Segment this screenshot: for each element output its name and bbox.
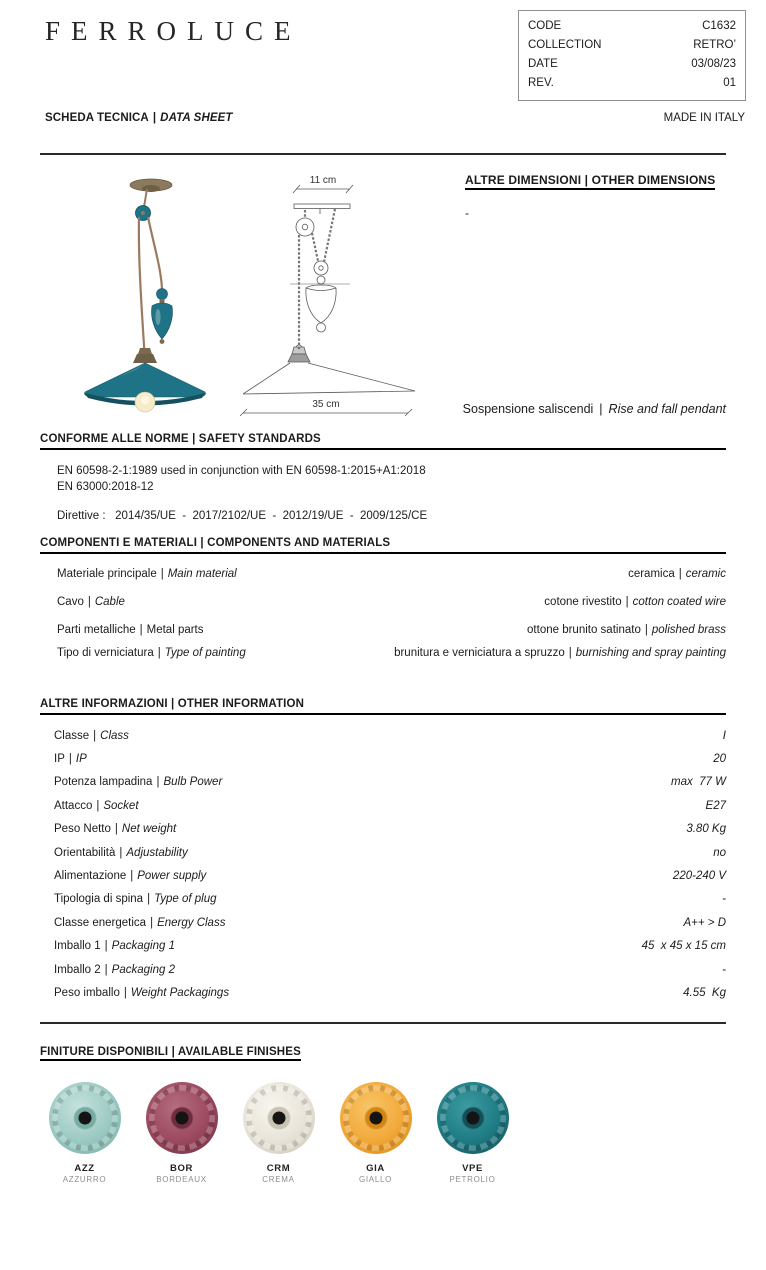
technical-drawing xyxy=(238,170,423,428)
safety-heading: CONFORME ALLE NORME | SAFETY STANDARDS xyxy=(40,433,726,450)
info-row-label xyxy=(54,730,129,742)
finish-swatch-azzurro xyxy=(49,1082,121,1154)
info-table-row xyxy=(54,864,726,887)
info-row-value: no xyxy=(713,846,726,859)
directives-line: Direttive : 2014/35/UE - 2017/2102/UE - 2012/19/UE - 2009/125/CE xyxy=(57,510,428,522)
finish-item-vpe xyxy=(436,1082,509,1184)
info-table-row xyxy=(54,911,726,934)
finish-item-azz xyxy=(48,1082,121,1184)
info-row-value: I xyxy=(722,729,726,742)
material-value-en: cotton coated wire xyxy=(632,596,726,608)
info-row-value: - xyxy=(722,893,726,906)
material-value-it: cotone rivestito xyxy=(544,596,622,608)
info-row-label-it: Tipologia di spina xyxy=(54,893,144,906)
finishes-row xyxy=(48,1082,726,1184)
safety-standard-line-2: EN 63000:2018-12 xyxy=(57,481,154,493)
info-row-label-en: Net weight xyxy=(121,823,177,836)
product-section xyxy=(40,160,726,436)
other-dimensions-value: - xyxy=(465,206,469,220)
finishes-section xyxy=(40,1042,726,1184)
material-label-it: Materiale principale xyxy=(57,568,157,580)
separator: | xyxy=(68,753,72,766)
finish-code: AZZ xyxy=(74,1163,95,1174)
separator: | xyxy=(644,624,648,636)
info-row-code xyxy=(519,17,745,36)
info-row-label-en: Class xyxy=(100,729,129,742)
info-row-value: 3.80 Kg xyxy=(686,823,726,836)
material-value-it: ceramica xyxy=(628,568,675,580)
finish-name: AZZURRO xyxy=(62,1175,107,1184)
info-row-label-en: Weight Packagings xyxy=(130,986,230,999)
info-row-label-en: Packaging 1 xyxy=(111,940,175,953)
info-row-label xyxy=(54,847,188,859)
other-info-section xyxy=(40,698,726,1005)
info-row-label-en: Type of plug xyxy=(154,893,217,906)
material-label-en: Metal parts xyxy=(146,624,204,636)
finish-name: GIALLO xyxy=(358,1175,393,1184)
info-table-row xyxy=(54,771,726,794)
separator: | xyxy=(599,402,603,416)
materials-heading: COMPONENTI E MATERIALI | COMPONENTS AND MATERIALS xyxy=(40,537,726,554)
brand-logo: FERROLUCE xyxy=(45,16,302,46)
finish-code: GIA xyxy=(366,1163,385,1174)
dim-top-label: 11 cm xyxy=(309,175,337,186)
finish-name: PETROLIO xyxy=(449,1175,496,1184)
horizontal-rule-bottom xyxy=(40,1022,726,1024)
material-row xyxy=(57,566,726,582)
separator: | xyxy=(160,568,164,580)
finish-code: BOR xyxy=(170,1163,193,1174)
made-in-italy: MADE IN ITALY xyxy=(663,112,745,124)
info-row-label-en: Power supply xyxy=(137,870,207,883)
info-row-label-it: Classe xyxy=(54,729,90,742)
finish-swatch-crema xyxy=(243,1082,315,1154)
material-label-en: Main material xyxy=(167,568,237,580)
info-row-value: 45 x 45 x 15 cm xyxy=(641,940,726,953)
safety-section xyxy=(40,433,726,522)
info-row-collection xyxy=(519,36,745,55)
separator: | xyxy=(139,624,143,636)
info-row-value: - xyxy=(722,963,726,976)
dim-bottom-label: 35 cm xyxy=(312,399,340,410)
info-row-label-it: Attacco xyxy=(54,799,93,812)
info-label: REV. xyxy=(528,77,554,89)
datasheet-title-en: DATA SHEET xyxy=(160,112,233,124)
info-row-label-it: Peso Netto xyxy=(54,823,111,836)
info-row-label-it: Classe energetica xyxy=(54,916,147,929)
material-row xyxy=(57,645,726,661)
product-photo xyxy=(75,176,225,426)
material-label-it: Parti metalliche xyxy=(57,624,136,636)
info-row-date xyxy=(519,55,745,74)
datasheet-title xyxy=(45,112,233,124)
info-row-label xyxy=(54,823,176,835)
other-dimensions-heading: ALTRE DIMENSIONI | OTHER DIMENSIONS xyxy=(465,173,715,190)
info-table-row xyxy=(54,935,726,958)
info-row-value: E27 xyxy=(705,799,726,812)
info-row-label xyxy=(54,800,139,812)
info-table-row xyxy=(54,981,726,1004)
info-row-value: max 77 W xyxy=(671,776,726,789)
material-value xyxy=(628,566,726,582)
info-row-label-it: Potenza lampadina xyxy=(54,776,153,789)
finish-swatch-petrolio xyxy=(437,1082,509,1154)
info-row-label-it: Alimentazione xyxy=(54,870,127,883)
info-row-value: 4.55 Kg xyxy=(683,986,726,999)
info-value: C1632 xyxy=(702,20,736,32)
info-row-label-it: Orientabilità xyxy=(54,846,116,859)
product-description-it: Sospensione saliscendi xyxy=(462,402,594,416)
material-label-it: Cavo xyxy=(57,596,84,608)
info-row-label-en: Adjustability xyxy=(126,846,188,859)
info-row-label xyxy=(54,753,87,765)
finish-swatch-bordeaux xyxy=(146,1082,218,1154)
info-label: CODE xyxy=(528,20,562,32)
datasheet-title-it: SCHEDA TECNICA xyxy=(45,112,149,124)
finish-name: BORDEAUX xyxy=(156,1175,207,1184)
safety-standard-line-1: EN 60598-2-1:1989 used in conjunction with EN 60598-1:2015+A1:2018 xyxy=(57,465,426,477)
info-table-row xyxy=(54,841,726,864)
material-value-en: burnishing and spray painting xyxy=(575,647,726,659)
info-row-label-en: Bulb Power xyxy=(163,776,223,789)
info-row-value: 20 xyxy=(713,753,726,766)
separator: | xyxy=(568,647,572,659)
info-table-row xyxy=(54,747,726,770)
info-table-row xyxy=(54,724,726,747)
info-table-row xyxy=(54,818,726,841)
separator: | xyxy=(130,870,134,883)
info-row-label xyxy=(54,870,206,882)
material-label xyxy=(57,594,125,610)
info-row-rev xyxy=(519,74,745,93)
material-label xyxy=(57,622,204,638)
info-row-label xyxy=(54,964,175,976)
info-row-label-en: Energy Class xyxy=(157,916,226,929)
finish-name: CREMA xyxy=(262,1175,295,1184)
separator: | xyxy=(157,647,161,659)
info-value: 01 xyxy=(723,77,736,89)
info-row-label-it: Peso imballo xyxy=(54,986,120,999)
info-row-label-it: Imballo 2 xyxy=(54,963,101,976)
info-table-row xyxy=(54,794,726,817)
info-row-label xyxy=(54,776,222,788)
separator: | xyxy=(156,776,160,789)
material-value-it: ottone brunito satinato xyxy=(527,624,641,636)
horizontal-rule-top xyxy=(40,153,726,155)
finish-swatch-giallo xyxy=(340,1082,412,1154)
info-table-row xyxy=(54,958,726,981)
info-value: 03/08/23 xyxy=(691,58,736,70)
material-row xyxy=(57,594,726,610)
separator: | xyxy=(152,112,157,124)
material-value xyxy=(394,645,726,661)
info-row-label xyxy=(54,917,225,929)
info-table-row xyxy=(54,888,726,911)
finish-item-crm xyxy=(242,1082,315,1184)
material-value-it: brunitura e verniciatura a spruzzo xyxy=(394,647,565,659)
material-value xyxy=(544,594,726,610)
materials-section xyxy=(40,537,726,661)
material-value-en: polished brass xyxy=(651,624,726,636)
separator: | xyxy=(123,986,127,999)
material-label xyxy=(57,645,246,661)
finish-code: CRM xyxy=(266,1163,291,1174)
product-description-en: Rise and fall pendant xyxy=(608,402,726,416)
info-label: DATE xyxy=(528,58,558,70)
info-row-label-en: Socket xyxy=(103,799,139,812)
info-row-label-it: Imballo 1 xyxy=(54,940,101,953)
info-row-value: 220-240 V xyxy=(672,870,726,883)
info-value: RETRO’ xyxy=(693,39,736,51)
info-row-value: A++ > D xyxy=(683,916,726,929)
info-row-label-en: Packaging 2 xyxy=(111,963,175,976)
separator: | xyxy=(87,596,91,608)
finish-item-bor xyxy=(145,1082,218,1184)
separator: | xyxy=(104,963,108,976)
material-label-it: Tipo di verniciatura xyxy=(57,647,154,659)
info-label: COLLECTION xyxy=(528,39,602,51)
finishes-heading: FINITURE DISPONIBILI | AVAILABLE FINISHES xyxy=(40,1046,301,1061)
separator: | xyxy=(119,846,123,859)
info-row-label-it: IP xyxy=(54,753,65,766)
product-info-box xyxy=(518,10,746,101)
separator: | xyxy=(104,940,108,953)
finish-code: VPE xyxy=(462,1163,483,1174)
info-row-label xyxy=(54,940,175,952)
other-dimensions-block xyxy=(465,171,715,220)
separator: | xyxy=(150,916,154,929)
info-row-label-en: IP xyxy=(75,753,87,766)
material-value-en: ceramic xyxy=(685,568,726,580)
separator: | xyxy=(93,729,97,742)
separator: | xyxy=(114,823,118,836)
info-row-label xyxy=(54,987,229,999)
finish-item-gia xyxy=(339,1082,412,1184)
info-row-label xyxy=(54,893,217,905)
material-label xyxy=(57,566,237,582)
separator: | xyxy=(625,596,629,608)
material-value xyxy=(527,622,726,638)
product-description xyxy=(463,402,726,416)
other-info-heading: ALTRE INFORMAZIONI | OTHER INFORMATION xyxy=(40,698,726,715)
material-row xyxy=(57,622,726,638)
material-label-en: Cable xyxy=(94,596,125,608)
separator: | xyxy=(96,799,100,812)
separator: | xyxy=(147,893,151,906)
separator: | xyxy=(678,568,682,580)
material-label-en: Type of painting xyxy=(164,647,246,659)
